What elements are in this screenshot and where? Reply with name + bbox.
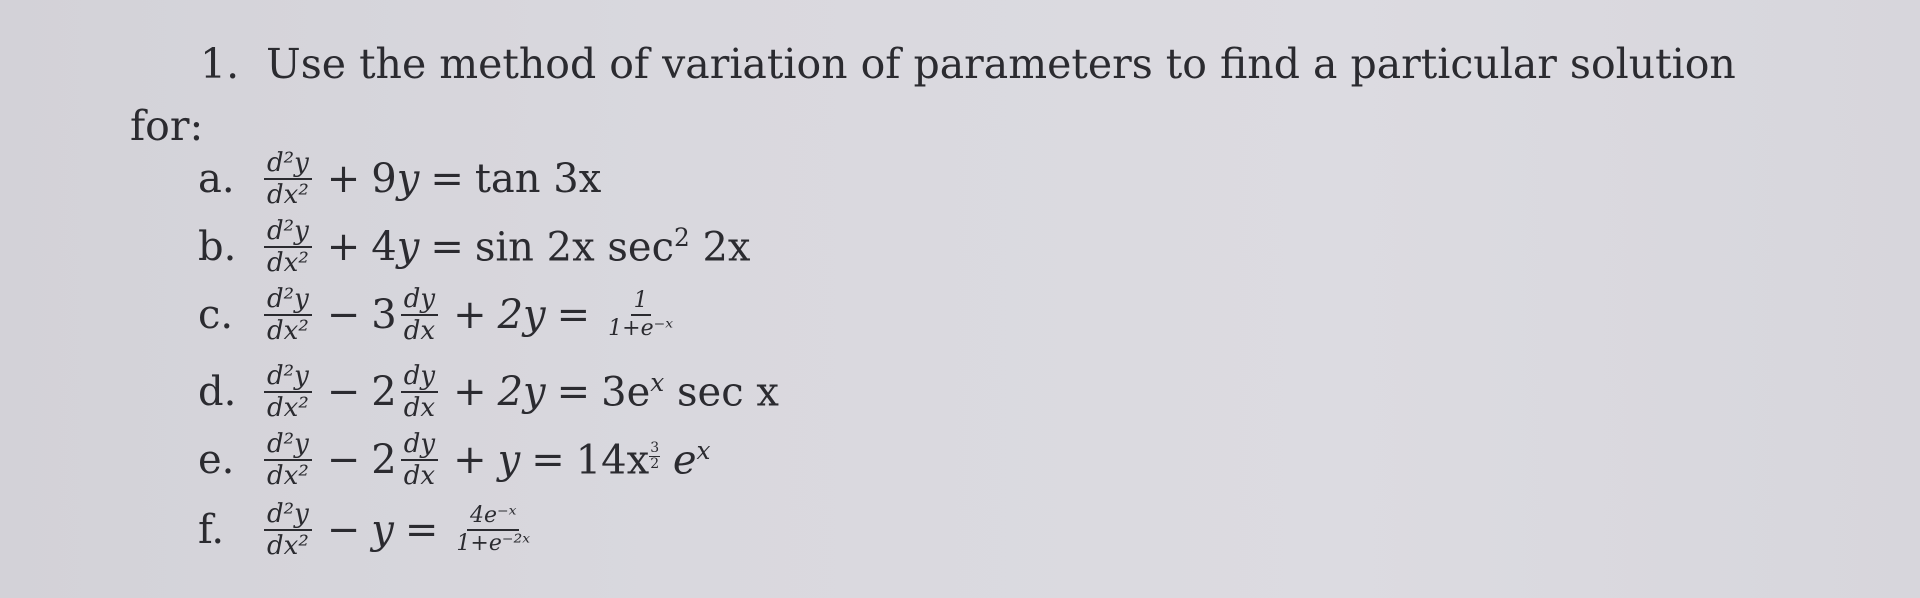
rhs: $\frac{1}{\text{1+e⁻ˣ}}$ bbox=[608, 288, 674, 341]
first-derivative: $\frac{dy}{dx}$ bbox=[401, 286, 438, 344]
first-derivative: $\frac{dy}{dx}$ bbox=[401, 363, 438, 421]
equation-label: a. bbox=[198, 156, 235, 202]
second-derivative: $\frac{\text{d²y}}{\text{dx²}}$ bbox=[264, 431, 312, 489]
problem-header bbox=[200, 40, 1736, 88]
equation-a: a. $\frac{\text{d²y}}{\text{dx²}}$ + 9 y = tan 3x bbox=[198, 148, 602, 210]
second-derivative: $\frac{\text{d²y}}{\text{dx²}}$ bbox=[264, 363, 312, 421]
problem-continuation: for: bbox=[130, 102, 204, 150]
equation-label: d. bbox=[198, 369, 237, 415]
equation-e: e. $\frac{\text{d²y}}{\text{dx²}}$ − 2 $\frac{dy}{dx}$ + y = 14x $\frac{3}{2}$ $e^x$ bbox=[198, 429, 711, 491]
second-derivative: $\frac{\text{d²y}}{\text{dx²}}$ bbox=[264, 150, 312, 208]
equation-d: d. $\frac{\text{d²y}}{\text{dx²}}$ − 2 $\frac{dy}{dx}$ + 2y = $3e^x$ sec x bbox=[198, 361, 779, 423]
rhs: sin 2x $\sec^2 2x$ bbox=[474, 223, 751, 271]
second-derivative: $\frac{\text{d²y}}{\text{dx²}}$ bbox=[264, 501, 312, 559]
equation-c: c. $\frac{\text{d²y}}{\text{dx²}}$ − 3 $\frac{dy}{dx}$ + 2y = $\frac{1}{\text{1+e⁻ˣ}}$ bbox=[198, 281, 680, 349]
equation-label: f. bbox=[198, 507, 225, 553]
rhs: $\frac{\text{4e⁻ˣ}}{\text{1+e⁻²ˣ}}$ bbox=[456, 503, 531, 556]
rhs: 14x $\frac{3}{2}$ $e^x$ bbox=[575, 436, 711, 484]
equation-label: b. bbox=[198, 224, 237, 270]
equation-label: c. bbox=[198, 292, 234, 338]
equation-f: f. $\frac{\text{d²y}}{\text{dx²}}$ − y = $\frac{\text{4e⁻ˣ}}{\text{1+e⁻²ˣ}}$ bbox=[198, 496, 537, 564]
rhs: $3e^x$ sec x bbox=[601, 368, 779, 416]
problem-number: 1. bbox=[200, 40, 240, 88]
second-derivative: $\frac{\text{d²y}}{\text{dx²}}$ bbox=[264, 218, 312, 276]
equation-b: b. $\frac{\text{d²y}}{\text{dx²}}$ + 4 y = sin 2x $\sec^2 2x$ bbox=[198, 216, 751, 278]
rhs: tan 3x bbox=[474, 156, 602, 202]
equation-label: e. bbox=[198, 437, 235, 483]
problem-statement: Use the method of variation of parameters to find a particular solution bbox=[266, 40, 1736, 88]
second-derivative: $\frac{\text{d²y}}{\text{dx²}}$ bbox=[264, 286, 312, 344]
first-derivative: $\frac{dy}{dx}$ bbox=[401, 431, 438, 489]
